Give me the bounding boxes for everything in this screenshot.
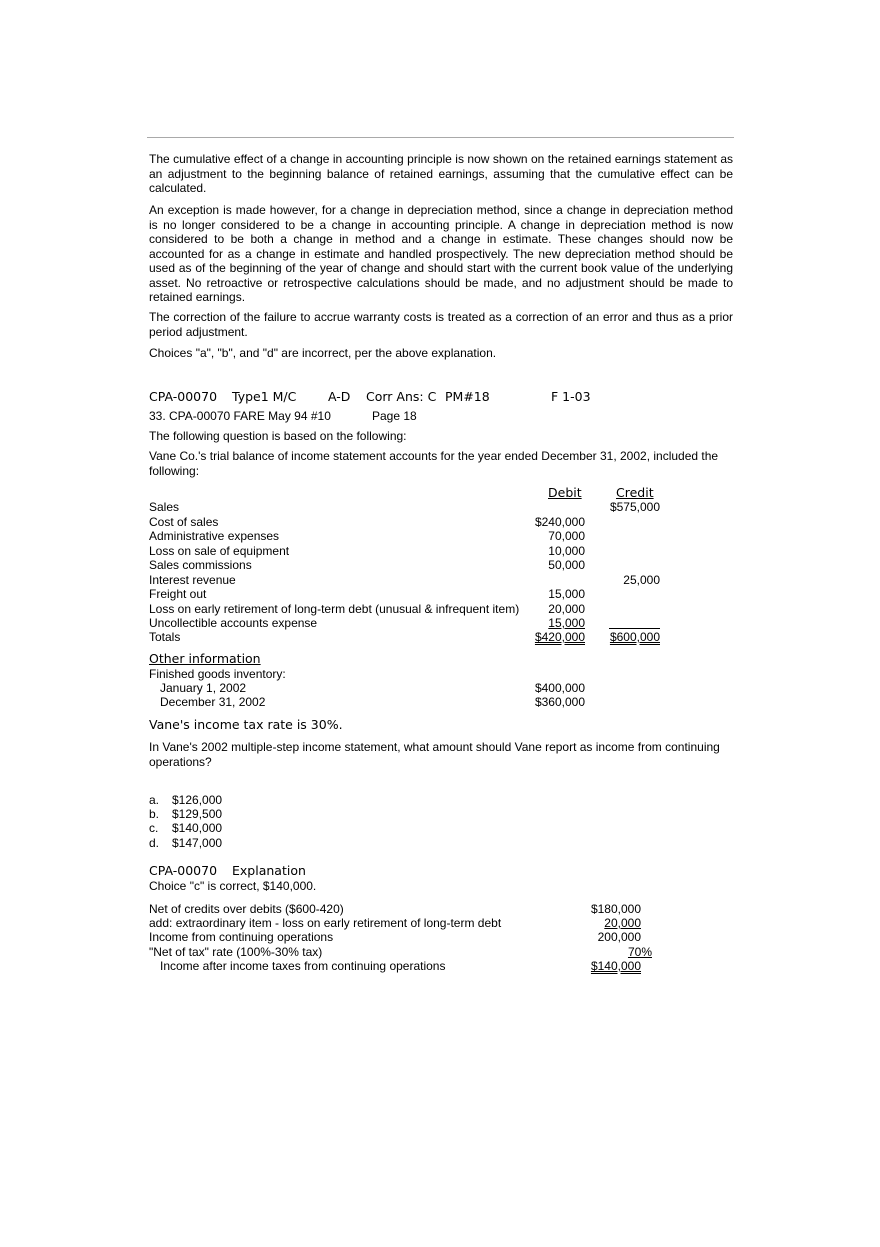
debit-total: $420,000 (534, 630, 585, 644)
debit-value: 20,000 (548, 602, 585, 616)
paragraph-depreciation-exception: An exception is made however, for a change in depreciation method, since a change in depreciation method is no longer considered to be a change in accounting principle. A change in depreciation method is now considered to be both a change in method and a change in estimate. These changes should now be accounted for as a change in estimate and handled prospectively. The new depreciation method should be used as of the beginning of the year of change and should start with the current book value of the underlying asset. No retroactive or retrospective calculations should be made, and no adjustment should be made to retained earnings. (149, 203, 733, 304)
table-row (149, 959, 641, 974)
row-label: Cost of sales (149, 515, 219, 529)
explanation-label: Net of credits over debits ($600-420) (149, 902, 344, 916)
explanation-label: add: extraordinary item - loss on early retirement of long-term debt (149, 916, 502, 930)
header-rule (147, 137, 734, 138)
list-item (149, 681, 585, 696)
inventory-date: December 31, 2002 (160, 695, 266, 709)
question-code: F 1-03 (551, 389, 591, 404)
choice-text: $129,500 (172, 807, 223, 821)
inventory-value: $360,000 (534, 695, 585, 709)
question-id: CPA-00070 (149, 389, 218, 404)
choice-letter: a. (149, 793, 160, 807)
debit-value: 10,000 (548, 544, 585, 558)
choice-letter: b. (149, 807, 160, 821)
table-row (149, 602, 669, 617)
trial-balance-header-row (149, 486, 669, 501)
debit-value: 15,000 (548, 587, 585, 601)
table-row (149, 515, 669, 530)
question-page: Page 18 (372, 409, 417, 423)
choice-text: $147,000 (172, 836, 223, 850)
table-row (149, 630, 669, 645)
table-row (149, 558, 669, 573)
row-label: Sales commissions (149, 558, 252, 572)
other-info-heading: Other information (149, 651, 261, 666)
credit-total: $600,000 (609, 630, 660, 644)
credit-header: Credit (616, 485, 654, 500)
explanation-id: CPA-00070 (149, 863, 218, 878)
inventory-value: $400,000 (534, 681, 585, 695)
row-label: Sales (149, 500, 180, 514)
row-label: Uncollectible accounts expense (149, 616, 318, 630)
debit-value: 15,000 (548, 616, 585, 630)
row-label: Loss on early retirement of long-term debt (unusual & infrequent item) (149, 602, 520, 616)
table-row (149, 587, 669, 602)
row-label: Interest revenue (149, 573, 236, 587)
table-row (149, 616, 669, 631)
explanation-value: $140,000 (590, 959, 641, 973)
explanation-label: "Net of tax" rate (100%-30% tax) (149, 945, 323, 959)
debit-value: 70,000 (548, 529, 585, 543)
debit-value: 50,000 (548, 558, 585, 572)
question-type: Type1 M/C (232, 389, 297, 404)
credit-subtotal-rule (609, 628, 660, 629)
question-range: A-D (328, 389, 351, 404)
explanation-correct: Choice "c" is correct, $140,000. (149, 879, 317, 893)
question-source: 33. CPA-00070 FARE May 94 #10 (149, 409, 331, 423)
table-row (149, 916, 641, 931)
question-pm: PM#18 (445, 389, 490, 404)
explanation-label: Income after income taxes from continuing operations (160, 959, 446, 973)
paragraph-choices-incorrect: Choices "a", "b", and "d" are incorrect, per the above explanation. (149, 346, 497, 360)
debit-value: $240,000 (534, 515, 585, 529)
credit-value: 25,000 (623, 573, 660, 587)
explanation-value: 200,000 (597, 930, 641, 944)
correct-answer: Corr Ans: C (366, 389, 437, 404)
paragraph-warranty-correction: The correction of the failure to accrue warranty costs is treated as a correction of an error and thus as a prior period adjustment. (149, 310, 733, 339)
explanation-value: 20,000 (604, 916, 641, 930)
other-info-subheading: Finished goods inventory: (149, 667, 286, 681)
choice-text: $126,000 (172, 793, 223, 807)
row-label: Totals (149, 630, 181, 644)
explanation-value: $180,000 (590, 902, 641, 916)
row-label: Freight out (149, 587, 207, 601)
explanation-value: 70% (627, 945, 652, 959)
explanation-label: Income from continuing operations (149, 930, 334, 944)
table-row (149, 544, 669, 559)
table-row (149, 573, 669, 588)
trial-balance-intro: Vane Co.'s trial balance of income statement accounts for the year ended December 31, 2002, included the following: (149, 449, 719, 478)
table-row (149, 902, 641, 917)
row-label: Administrative expenses (149, 529, 280, 543)
choice-text: $140,000 (172, 821, 223, 835)
debit-header: Debit (548, 485, 582, 500)
tax-rate-note: Vane's income tax rate is 30%. (149, 717, 343, 732)
table-row (149, 945, 652, 960)
paragraph-cumulative-effect: The cumulative effect of a change in accounting principle is now shown on the retained earnings statement as an adjustment to the beginning balance of retained earnings, assuming that the cumulative effect can be calculated. (149, 152, 733, 195)
choice-letter: d. (149, 836, 160, 850)
question-text: In Vane's 2002 multiple-step income statement, what amount should Vane report as income from continuing operations? (149, 740, 720, 769)
row-label: Loss on sale of equipment (149, 544, 290, 558)
explanation-heading: Explanation (232, 863, 306, 878)
choice-letter: c. (149, 821, 159, 835)
credit-value: $575,000 (609, 500, 660, 514)
inventory-date: January 1, 2002 (160, 681, 247, 695)
table-row (149, 529, 669, 544)
table-row (149, 500, 669, 515)
question-intro: The following question is based on the following: (149, 429, 407, 443)
list-item (149, 695, 585, 710)
table-row (149, 930, 641, 945)
